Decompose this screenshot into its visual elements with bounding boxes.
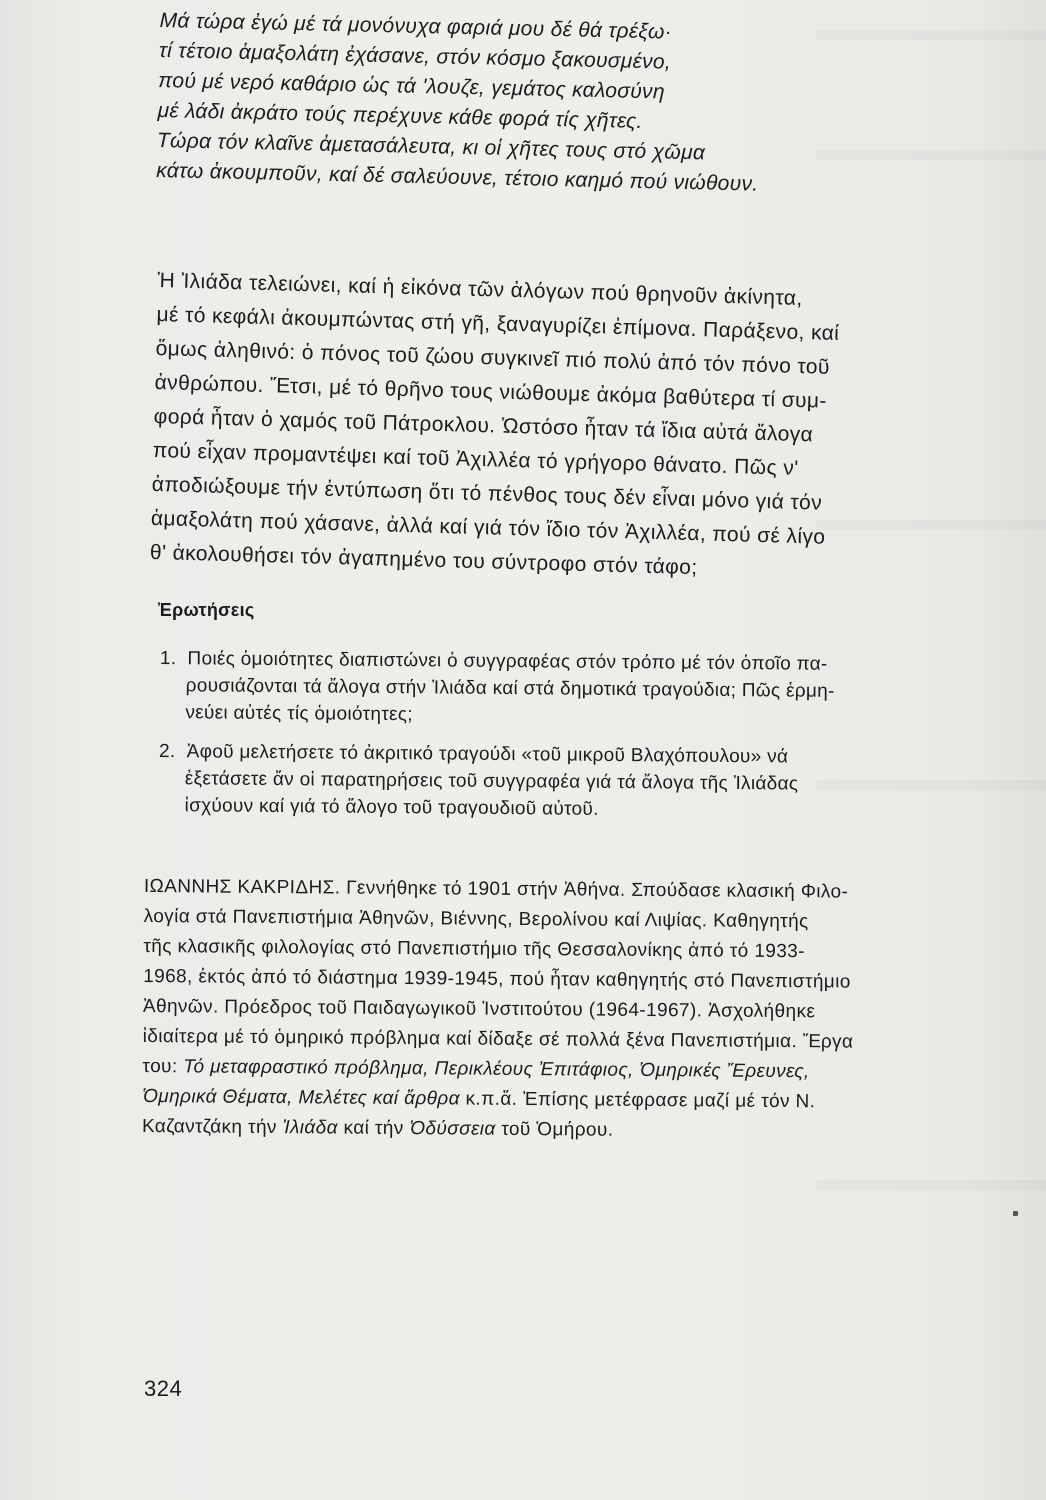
question-line: ρουσιάζονται τά ἄλογα στήν Ἰλιάδα καί στά δημοτικά τραγούδια; Πῶς ἑρμη-: [185, 675, 835, 702]
paragraph-line: ἀνθρώπου. Ἔτσι, μέ τό θρῆνο τους νιώθουμε ἀκόμα βαθύτερα τί συμ-: [154, 370, 828, 413]
bio-text: Καζαντζάκη τήν: [141, 1115, 283, 1139]
paragraph-line: ἀποδιώξουμε τήν ἐντύπωση ὅτι τό πένθος τους δέν εἶναι μόνο γιά τόν: [151, 472, 823, 515]
work-title-iliad: Ἰλιάδα: [282, 1117, 338, 1139]
poem-line: μέ λάδι ἀκράτο τούς περέχυνε κάθε φορά τίς χῆτες.: [157, 98, 643, 133]
bio-line: 1968, ἐκτός ἀπό τό διάστημα 1939-1945, πού ἦταν καθηγητής στό Πανεπιστήμιο: [143, 965, 851, 993]
poem-line: πού μέ νερό καθάριο ὡς τά 'λουζε, γεμάτος καλοσύνη: [158, 68, 666, 104]
author-bio: [142, 872, 1024, 1149]
poem-line: Τώρα τόν κλαῖνε ἀμετασάλευτα, κι οἱ χῆτες τους στό χῶμα: [156, 128, 706, 165]
question-line: ἐξετάσετε ἄν οἱ παρατηρήσεις τοῦ συγγραφέα γιά τά ἄλογα τῆς Ἰλιάδας: [184, 768, 799, 795]
paragraph-line: πού εἶχαν προμαντέψει καί τοῦ Ἀχιλλέα τό γρήγορο θάνατο. Πῶς ν': [152, 438, 799, 480]
poem-excerpt: [156, 6, 880, 202]
bio-text: τοῦ Ὁμήρου.: [495, 1118, 614, 1141]
bio-text: κ.π.ἄ. Ἐπίσης μετέφρασε μαζί μέ τόν Ν.: [459, 1088, 816, 1113]
paragraph-line: φορά ἦταν ὁ χαμός τοῦ Πάτροκλου. Ὡστόσο ἦταν τά ἴδια αὐτά ἄλογα: [153, 404, 814, 447]
bio-line: [142, 1112, 1022, 1149]
poem-line: Μά τώρα ἐγώ μέ τά μονόνυχα φαριά μου δέ θά τρέξω·: [159, 8, 673, 44]
paragraph-line: ὅμως ἀληθινό: ὁ πόνος τοῦ ζώου συγκινεῖ πιό πολύ ἀπό τόν πόνο τοῦ: [155, 336, 831, 379]
question-number: 2.: [158, 740, 176, 763]
closing-paragraph: [149, 264, 1037, 594]
poem-line: τί τέτοιο ἁμαξολάτη ἐχάσανε, στόν κόσμο ξακουσμένο,: [158, 38, 672, 74]
poem-line: κάτω ἀκουμποῦν, καί δέ σαλεύουνε, τέτοιο καημό πού νιώθουν.: [156, 158, 759, 196]
question-line: ἰσχύουν καί γιά τό ἄλογο τοῦ τραγουδιοῦ αὐτοῦ.: [184, 795, 599, 820]
paragraph-line: Ἡ Ἰλιάδα τελειώνει, καί ἡ εἰκόνα τῶν ἀλόγων πού θρηνοῦν ἀκίνητα,: [157, 268, 803, 311]
question-line: νεύει αὐτές τίς ὁμοιότητες;: [185, 702, 413, 726]
questions-heading: Ἐρωτήσεις: [158, 600, 255, 620]
bio-line: τῆς κλασικῆς φιλολογίας στό Πανεπιστήμιο τῆς Θεσσαλονίκης ἀπό τό 1933-: [143, 935, 805, 963]
bio-line: ἰδιαίτερα μέ τό ὁμηρικό πρόβλημα καί δίδαξε σέ πολλά ξένα Πανεπιστήμια. Ἔργα: [142, 1025, 854, 1053]
paragraph-line: θ' ἀκολουθήσει τόν ἀγαπημένο του σύντροφο στόν τάφο;: [149, 540, 698, 580]
ink-speck: [1013, 1211, 1018, 1216]
question-number: 1.: [159, 647, 177, 670]
work-title-odyssey: Ὀδύσσεια: [409, 1118, 496, 1140]
page-number: 324: [144, 1376, 183, 1401]
bio-text: του:: [142, 1055, 184, 1078]
question-line: Ἀφοῦ μελετήσετε τό ἀκριτικό τραγούδι «τοῦ μικροῦ Βλαχόπουλου» νά: [186, 741, 789, 768]
bio-text: καί τήν: [337, 1117, 410, 1140]
paragraph-line: μέ τό κεφάλι ἀκουμπώντας στή γῆ, ξαναγυρίζει ἐπίμονα. Παράξενο, καί: [156, 302, 840, 346]
bio-line: λογία στά Πανεπιστήμια Ἀθηνῶν, Βιέννης, Βερολίνου καί Λιψίας. Καθηγητής: [143, 905, 809, 933]
works-list: Ὁμηρικά Θέματα, Μελέτες καί ἄρθρα: [142, 1085, 460, 1110]
works-list: Τό μεταφραστικό πρόβλημα, Περικλέους Ἐπιτάφιος, Ὁμηρικές Ἔρευνες,: [183, 1056, 810, 1083]
question-line: Ποιές ὁμοιότητες διαπιστώνει ὁ συγγραφέας στόν τρόπο μέ τόν ὁποῖο πα-: [187, 648, 828, 675]
questions-list: [158, 645, 1019, 826]
bio-line: Ἀθηνῶν. Πρόεδρος τοῦ Παιδαγωγικοῦ Ἰνστιτούτου (1964-1967). Ἀσχολήθηκε: [142, 995, 816, 1023]
bio-line: ΙΩΑΝΝΗΣ ΚΑΚΡΙΔΗΣ. Γεννήθηκε τό 1901 στήν Ἀθήνα. Σπούδασε κλασική Φιλο-: [143, 875, 849, 903]
paragraph-line: ἁμαξολάτη πού χάσανε, ἀλλά καί γιά τόν ἴδιο τόν Ἀχιλλέα, πού σέ λίγο: [150, 506, 826, 549]
bleed-through: [816, 1180, 1046, 1190]
